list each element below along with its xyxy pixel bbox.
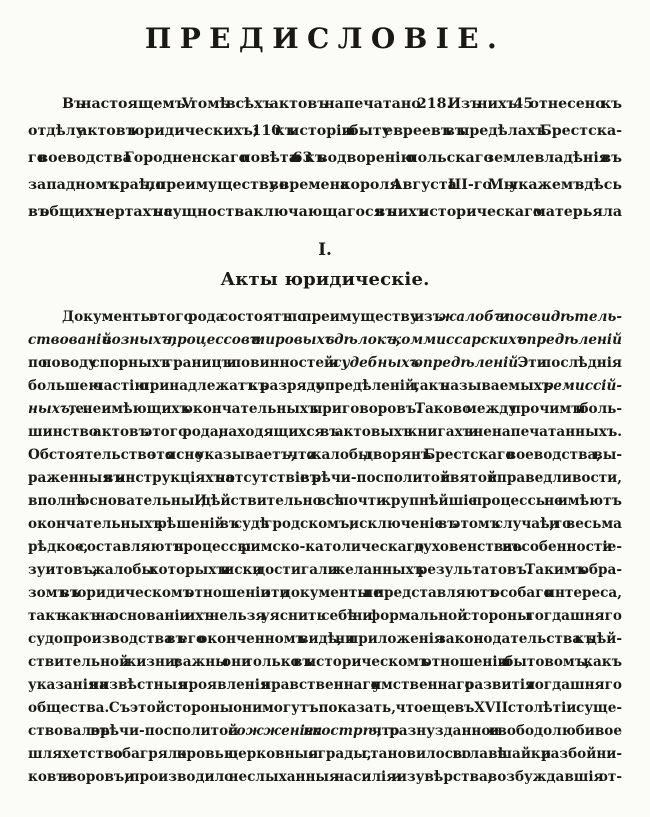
text-line: зуитовъ, жалобы которыхъ и иски достигали желанныхъ результатовъ. Такимъ обра- <box>28 562 622 578</box>
page-title: ПРЕДИСЛОВІЕ. <box>144 22 506 55</box>
text-line: такъ какъ на основаніи ихъ нельзя уяснить себѣ ни формальной стороны тогдашняго <box>28 608 622 624</box>
text-line: вполнѣ основательны. И дѣйствительно всѣ почти крупнѣйшіе процессы не имѣютъ <box>28 493 622 509</box>
text-line: по поводу спорныхъ границъ и повинностей и судебныхъ опредѣленій. Эти послѣднія <box>28 355 622 371</box>
text-line: отдѣлу актовъ юридическихъ; 110 къ исторіи и быту евреевъ въ предѣлахъ Брестска- <box>28 123 622 139</box>
text-line: рѣдкое, составляютъ процессы римско-католическаго духовенства и въ особенности іе- <box>28 539 622 555</box>
text-line: указанія на извѣстныя проявленія нравственнаго и умственнаго развитія тогдашняго <box>28 677 622 693</box>
text-line: Обстоятельство это ясно указываетъ, что жалобы дворянъ Брестскаго воеводства, вы- <box>28 447 622 463</box>
text-line: Въ настоящемъ V томѣ всѣхъ актовъ напечатано 218. Изъ нихъ 45 отнесено къ <box>62 96 622 112</box>
text-line: Документы этого рода состоятъ по преимуществу изъ жалобъ и посвидѣтель- <box>62 309 622 325</box>
text-line: ствовало въ рѣчи-посполитой сожженіе на кострѣ; что разнузданное и свободолюбивое <box>28 723 622 739</box>
text-line: большею частію принадлежатъ къ разряду опредѣленій, такъ называемыхъ ремиссій- <box>28 378 622 394</box>
text-line: шляхетство обагряло кровью церковныя ограды, становилось во главѣ шайки разбойни- <box>28 746 622 762</box>
text-line: ковъ и воровъ, и производило неслыханныя насилія и изувѣрства, возбуждавшія от- <box>28 769 622 785</box>
text-line: судопроизводства въ его оконченномъ видѣ, ни приложенія законодательства къ дѣй- <box>28 631 622 647</box>
text-line: зомъ въ юридическомъ отношеніи эти документы не представляютъ особаго интереса, <box>28 585 622 601</box>
text-line: ныхъ, т. е. неимѣющихъ окончательныхъ приговоровъ. Таково между прочимъ и боль- <box>28 401 622 417</box>
text-line: ствованій возныхъ, процессовъ и мировыхъ сдѣлокъ, коммиссарскихъ опредѣленій <box>28 332 622 348</box>
text-line: го воеводства Городненскаго повѣта и 63 къ водворенію польскаго землевладѣнія въ <box>28 150 622 166</box>
body-paragraph <box>28 306 622 789</box>
intro-paragraph <box>28 91 622 226</box>
text-line: окончательныхъ рѣшеній въ судѣ гродскомъ; исключеніе въ этомъ случаѣ, и то весьма <box>28 516 622 532</box>
document-page <box>28 22 622 789</box>
text-line: ствительной жизни; важны они только въ историческомъ отношеніи и бытовомъ, какъ <box>28 654 622 670</box>
text-line: общества. Съ этой стороны они могутъ показать, что еще въ XVII столѣтіи суще- <box>28 700 622 716</box>
section-number: I. <box>318 240 332 260</box>
text-line: въ общихъ чертахъ на сущность заключающагося въ нихъ историческаго матерьяла <box>28 204 622 220</box>
text-line: западномъ краѣ, по преимуществу во времена короля Августа III-го. Мы укажемъ здѣсь <box>28 177 622 193</box>
text-line: раженныя въ инструкціяхъ на отсутствіе въ рѣчи-посполитой святой справедливости, <box>28 470 622 486</box>
text-line: шинство актовъ этого рода, находящихся въ актовыхъ книгахъ и ненапечатанныхъ. <box>28 424 622 440</box>
section-title: Акты юридическіе. <box>220 269 430 290</box>
